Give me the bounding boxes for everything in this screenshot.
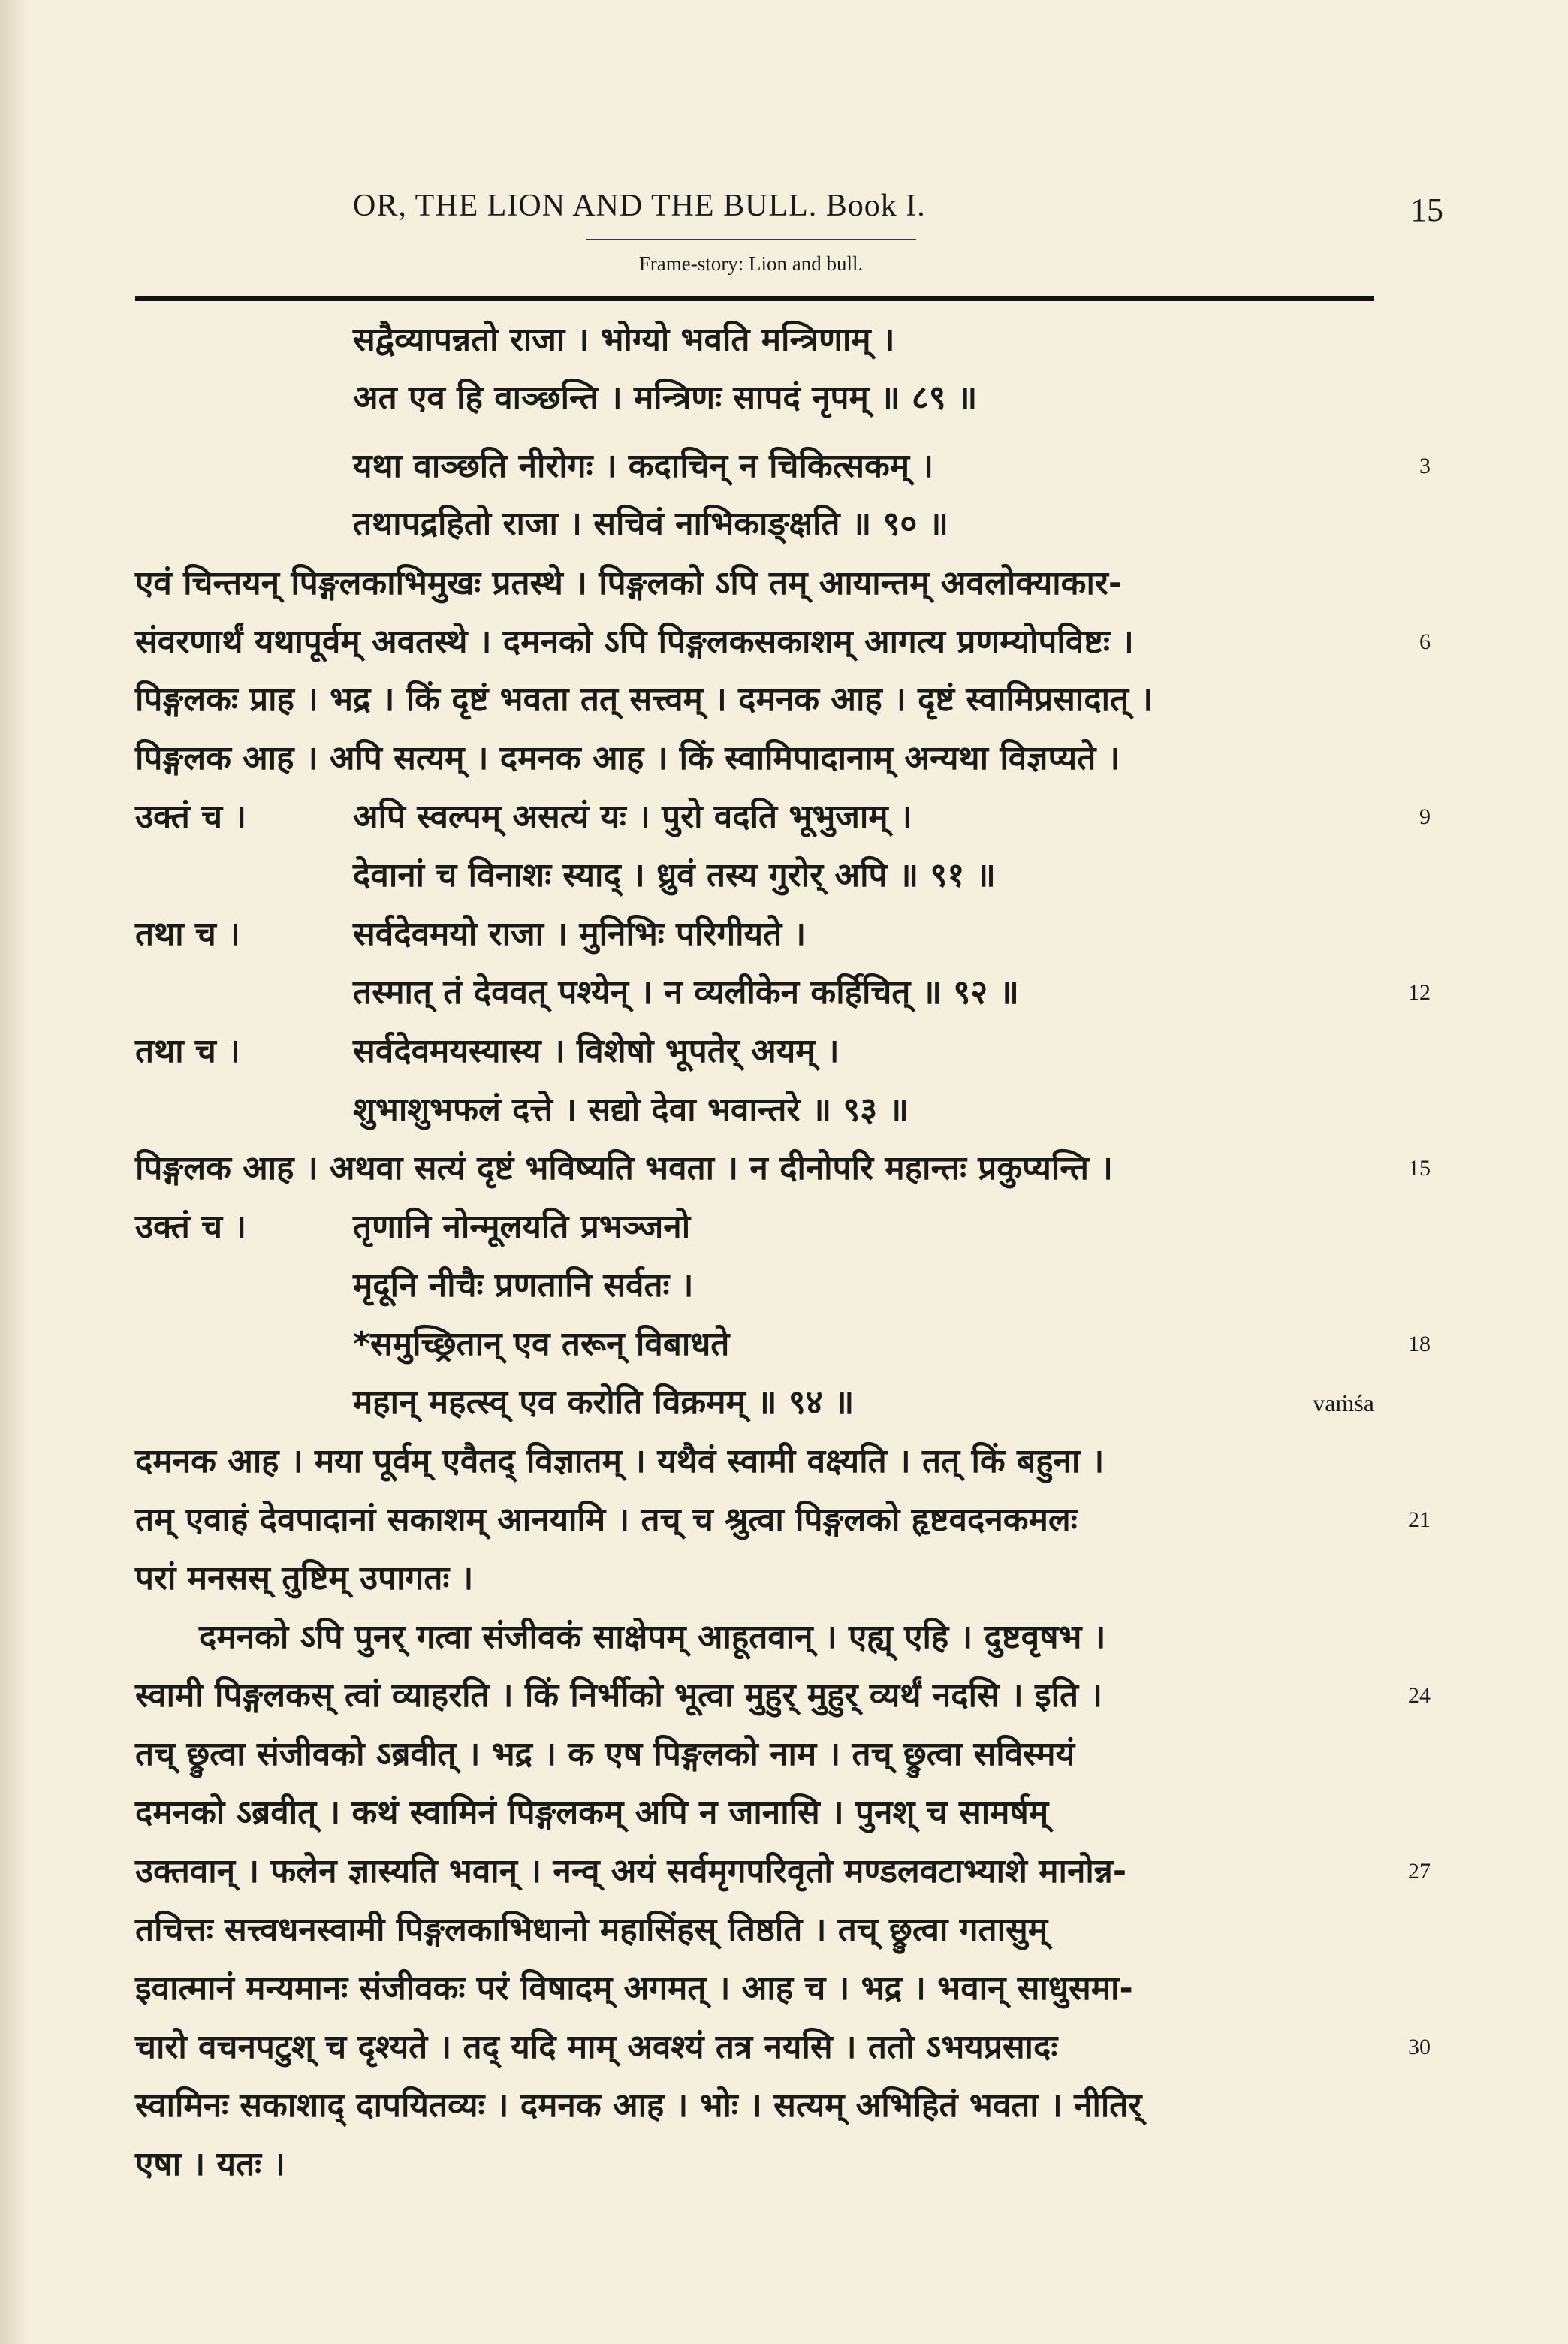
- line-text: स्वामी पिङ्गलकस् त्वां व्याहरति । किं निर्भीको भूत्वा मुहुर् मुहुर् व्यर्थं नदसि । इति ।: [135, 1676, 1103, 1715]
- line-text: परां मनसस् तुष्टिम् उपागतः ।: [135, 1559, 474, 1597]
- line-text: इवात्मानं मन्यमानः संजीवकः परं विषादम् अगमत् । आह च । भद्र । भवान् साधुसमा-: [135, 1969, 1133, 2008]
- text-line: [0, 732, 1568, 785]
- text-line: [0, 2080, 1568, 2132]
- line-text: महान् महत्स्व् एव करोति विक्रमम् ॥ ९४ ॥: [353, 1383, 855, 1422]
- line-number: 24: [1408, 1683, 1431, 1708]
- line-text: चारो वचनपटुश् च दृश्यते । तद् यदि माम् अवश्यं तत्र नयसि । ततो ऽभयप्रसादः: [135, 2028, 1058, 2066]
- text-line: [0, 1552, 1568, 1605]
- line-text: देवानां च विनाशः स्याद् । ध्रुवं तस्य गुरोर् अपि ॥ ९१ ॥: [353, 856, 996, 894]
- line-number: 3: [1419, 454, 1431, 478]
- line-text: दमनको ऽपि पुनर् गत्वा संजीवकं साक्षेपम् आहूतवान् । एह्य् एहि । दुष्टवृषभ ।: [199, 1618, 1106, 1656]
- line-number: 30: [1408, 2035, 1431, 2059]
- line-text: तथापद्रहितो राजा । सचिवं नाभिकाङ्क्षति ॥ ९० ॥: [353, 505, 948, 543]
- quote-label: उक्तं च ।: [135, 798, 247, 836]
- line-text: पिङ्गलकः प्राह । भद्र । किं दृष्टं भवता तत् सत्त्वम् । दमनक आह । दृष्टं स्वामिप्रसादात् ।: [135, 680, 1153, 719]
- quote-label: उक्तं च ।: [135, 1208, 247, 1246]
- text-line: [0, 1962, 1568, 2015]
- line-text: पिङ्गलक आह । अथवा सत्यं दृष्टं भविष्यति भवता । न दीनोपरि महान्तः प्रकुप्यन्ति ।: [135, 1149, 1113, 1187]
- text-line: [0, 1259, 1568, 1312]
- header-thick-rule: [135, 296, 1374, 301]
- line-text: सर्वदेवमयो राजा । मुनिभिः परिगीयते ।: [353, 915, 807, 953]
- page-number: 15: [1410, 192, 1443, 228]
- line-text: मृदूनि नीचैः प्रणतानि सर्वतः ।: [353, 1266, 694, 1305]
- line-text: तम् एवाहं देवपादानां सकाशम् आनयामि । तच् च श्रुत्वा पिङ्गलको हृष्टवदनकमलः: [135, 1501, 1078, 1539]
- line-text: अपि स्वल्पम् असत्यं यः । पुरो वदति भूभुजाम् ।: [353, 798, 912, 836]
- text-line: [0, 440, 1568, 493]
- running-head: OR, THE LION AND THE BULL. Book I.: [353, 189, 926, 223]
- text-line: [0, 1201, 1568, 1253]
- text-line: [0, 1787, 1568, 1839]
- line-text: अत एव हि वाञ्छन्ति । मन्त्रिणः सापदं नृपम् ॥ ८९ ॥: [353, 379, 978, 417]
- text-line: [0, 849, 1568, 902]
- text-line: [0, 1377, 1568, 1429]
- line-text: संवरणार्थं यथापूर्वम् अवतस्थे । दमनको ऽपि पिङ्गलकसकाशम् आगत्य प्रणम्योपविष्टः ।: [135, 623, 1134, 661]
- line-text: यथा वाञ्छति नीरोगः । कदाचिन् न चिकित्सकम् ।: [353, 447, 934, 485]
- text-line: [0, 1728, 1568, 1781]
- text-line: [0, 498, 1568, 551]
- line-text: *समुच्छ्रितान् एव तरून् विबाधते: [353, 1325, 730, 1363]
- header-thin-rule: [586, 239, 916, 240]
- line-text: उक्तवान् । फलेन ज्ञास्यति भवान् । नन्व् अयं सर्वमृगपरिवृतो मण्डलवटाभ्याशे मानोन्न-: [135, 1852, 1127, 1890]
- line-text: एषा । यतः ।: [135, 2145, 285, 2183]
- text-line: [0, 1611, 1568, 1664]
- text-line: [0, 1494, 1568, 1546]
- text-line: [0, 1904, 1568, 1956]
- text-line: [0, 314, 1568, 367]
- text-line: [0, 1025, 1568, 1078]
- quote-label: तथा च ।: [135, 915, 240, 953]
- text-line: [0, 1318, 1568, 1371]
- text-line: [0, 967, 1568, 1019]
- line-text: पिङ्गलक आह । अपि सत्यम् । दमनक आह । किं स्वामिपादानाम् अन्यथा विज्ञप्यते ।: [135, 739, 1120, 777]
- line-text: तस्मात् तं देववत् पश्येन् । न व्यलीकेन कर्हिचित् ॥ ९२ ॥: [353, 973, 1019, 1012]
- line-number: 12: [1408, 980, 1431, 1005]
- line-text: दमनक आह । मया पूर्वम् एवैतद् विज्ञातम् । यथैवं स्वामी वक्ष्यति । तत् किं बहुना ।: [135, 1442, 1105, 1480]
- line-text: सद्वैव्यापन्नतो राजा । भोग्यो भवति मन्त्रिणाम् ।: [353, 321, 895, 359]
- text-line: [0, 791, 1568, 843]
- text-line: [0, 908, 1568, 961]
- text-line: [0, 2021, 1568, 2074]
- text-line: [0, 616, 1568, 668]
- quote-label: तथा च ।: [135, 1032, 240, 1070]
- line-text: स्वामिनः सकाशाद् दापयितव्यः । दमनक आह । भोः । सत्यम् अभिहितं भवता । नीतिर्: [135, 2086, 1142, 2125]
- text-line: [0, 2138, 1568, 2191]
- line-text: तृणानि नोन्मूलयति प्रभञ्जनो: [353, 1208, 691, 1246]
- text-line: [0, 1670, 1568, 1722]
- line-text: दमनको ऽब्रवीत् । कथं स्वामिनं पिङ्गलकम् अपि न जानासि । पुनश् च सामर्षम्: [135, 1793, 1049, 1832]
- line-text: तच् छ्रुत्वा संजीवको ऽब्रवीत् । भद्र । क एष पिङ्गलको नाम । तच् छ्रुत्वा सविस्मयं: [135, 1735, 1075, 1773]
- line-number: 6: [1419, 629, 1431, 654]
- line-number: 9: [1419, 804, 1431, 829]
- line-text: एवं चिन्तयन् पिङ्गलकाभिमुखः प्रतस्थे । पिङ्गलको ऽपि तम् आयान्तम् अवलोक्याकार-: [135, 564, 1123, 602]
- line-number: 18: [1408, 1332, 1431, 1356]
- section-caption: Frame-story: Lion and bull.: [638, 252, 864, 275]
- text-line: [0, 372, 1568, 424]
- line-number: 27: [1408, 1859, 1431, 1884]
- text-line: [0, 1845, 1568, 1898]
- text-line: [0, 674, 1568, 726]
- line-number: 15: [1408, 1156, 1431, 1181]
- meter-name: vaṁśa: [1313, 1389, 1374, 1416]
- line-text: शुभाशुभफलं दत्ते । सद्यो देवा भवान्तरे ॥ ९३ ॥: [353, 1091, 909, 1129]
- text-line: [0, 1084, 1568, 1136]
- text-line: [0, 557, 1568, 610]
- line-text: तचित्तः सत्त्वधनस्वामी पिङ्गलकाभिधानो महासिंहस् तिष्ठति । तच् छ्रुत्वा गतासुम्: [135, 1911, 1048, 1949]
- line-number: 21: [1408, 1507, 1431, 1532]
- line-text: सर्वदेवमयस्यास्य । विशेषो भूपतेर् अयम् ।: [353, 1032, 840, 1070]
- text-line: [0, 1142, 1568, 1195]
- text-line: [0, 1435, 1568, 1488]
